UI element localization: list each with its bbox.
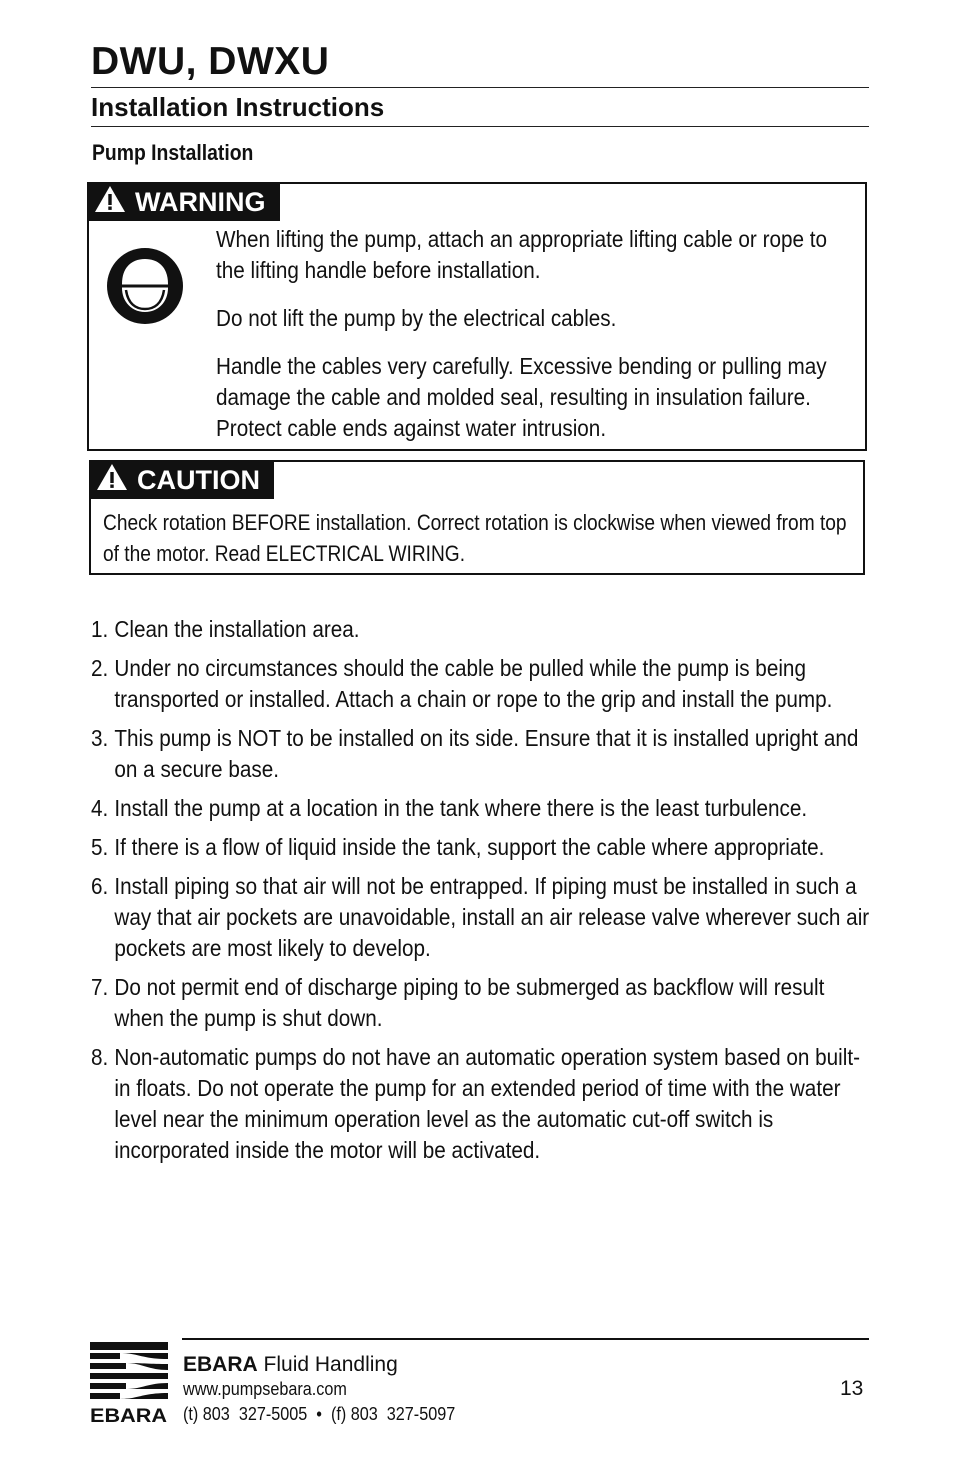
list-item: 4. Install the pump at a location in the tank where there is the least turbulence.	[91, 795, 808, 821]
page-title: DWU, DWXU	[91, 40, 330, 83]
caution-box	[89, 460, 865, 575]
alert-triangle-icon	[94, 185, 126, 220]
list-item: 8. Non-automatic pumps do not have an automatic operation system based on built-in floats. Do not operate the pump for an extended period of time with the water level near the minimum operation level as the automatic cut-off switch is incorporated inside the motor will be activated.	[91, 1044, 861, 1163]
ebara-logo	[90, 1340, 168, 1429]
installation-steps	[91, 614, 871, 1174]
list-item: 5. If there is a flow of liquid inside the tank, support the cable where appropriate.	[91, 834, 825, 860]
brand-line	[183, 1352, 398, 1378]
website-link[interactable]: www.pumpsebara.com	[183, 1379, 347, 1399]
warning-label-text: WARNING	[135, 186, 266, 217]
caution-paragraph: Check rotation BEFORE installation. Correct rotation is clockwise when viewed from top of the motor. Read ELECTRICAL WIRING.	[103, 510, 847, 566]
caution-label-text: CAUTION	[137, 464, 260, 495]
helmet-icon	[105, 246, 185, 331]
list-item: 1. Clean the installation area.	[91, 616, 360, 642]
list-item: 6. Install piping so that air will not be entrapped. If piping must be installed in such a way that air pockets are unavoidable, install an air release valve wherever such air pockets are most likely to develop.	[91, 873, 870, 961]
title-rule	[91, 87, 869, 88]
list-item: 3. This pump is NOT to be installed on its side. Ensure that it is installed upright and on a secure base.	[91, 725, 859, 782]
warning-paragraph: Handle the cables very carefully. Excessive bending or pulling may damage the cable and molded seal, resulting in insulation failure. Protect cable ends against water intrusion.	[216, 353, 827, 441]
section-heading: Pump Installation	[92, 140, 254, 165]
list-item: 7. Do not permit end of discharge piping to be submerged as backflow will result when the pump is shut down.	[91, 974, 825, 1031]
brand-suffix: Fluid Handling	[263, 1353, 398, 1376]
warning-label	[88, 183, 280, 221]
footer-rule	[182, 1338, 869, 1340]
brand-name: EBARA	[183, 1353, 258, 1376]
list-item: 2. Under no circumstances should the cable be pulled while the pump is being transported or installed. Attach a chain or rope to the grip and install the pump.	[91, 655, 833, 712]
warning-paragraph: Do not lift the pump by the electrical cables.	[216, 305, 617, 331]
caution-label	[90, 461, 274, 499]
warning-text	[216, 224, 828, 461]
alert-triangle-icon	[96, 463, 128, 498]
logo-text: EBARA	[90, 1406, 168, 1424]
phone-numbers: (t) 803 327-5005 • (f) 803 327-5097	[183, 1404, 456, 1424]
warning-paragraph: When lifting the pump, attach an appropriate lifting cable or rope to the lifting handle before installation.	[216, 226, 828, 283]
warning-box	[87, 182, 867, 451]
subtitle-rule	[91, 126, 869, 127]
page-subtitle: Installation Instructions	[91, 92, 385, 122]
caution-text	[103, 507, 847, 569]
page-number: 13	[840, 1377, 864, 1400]
